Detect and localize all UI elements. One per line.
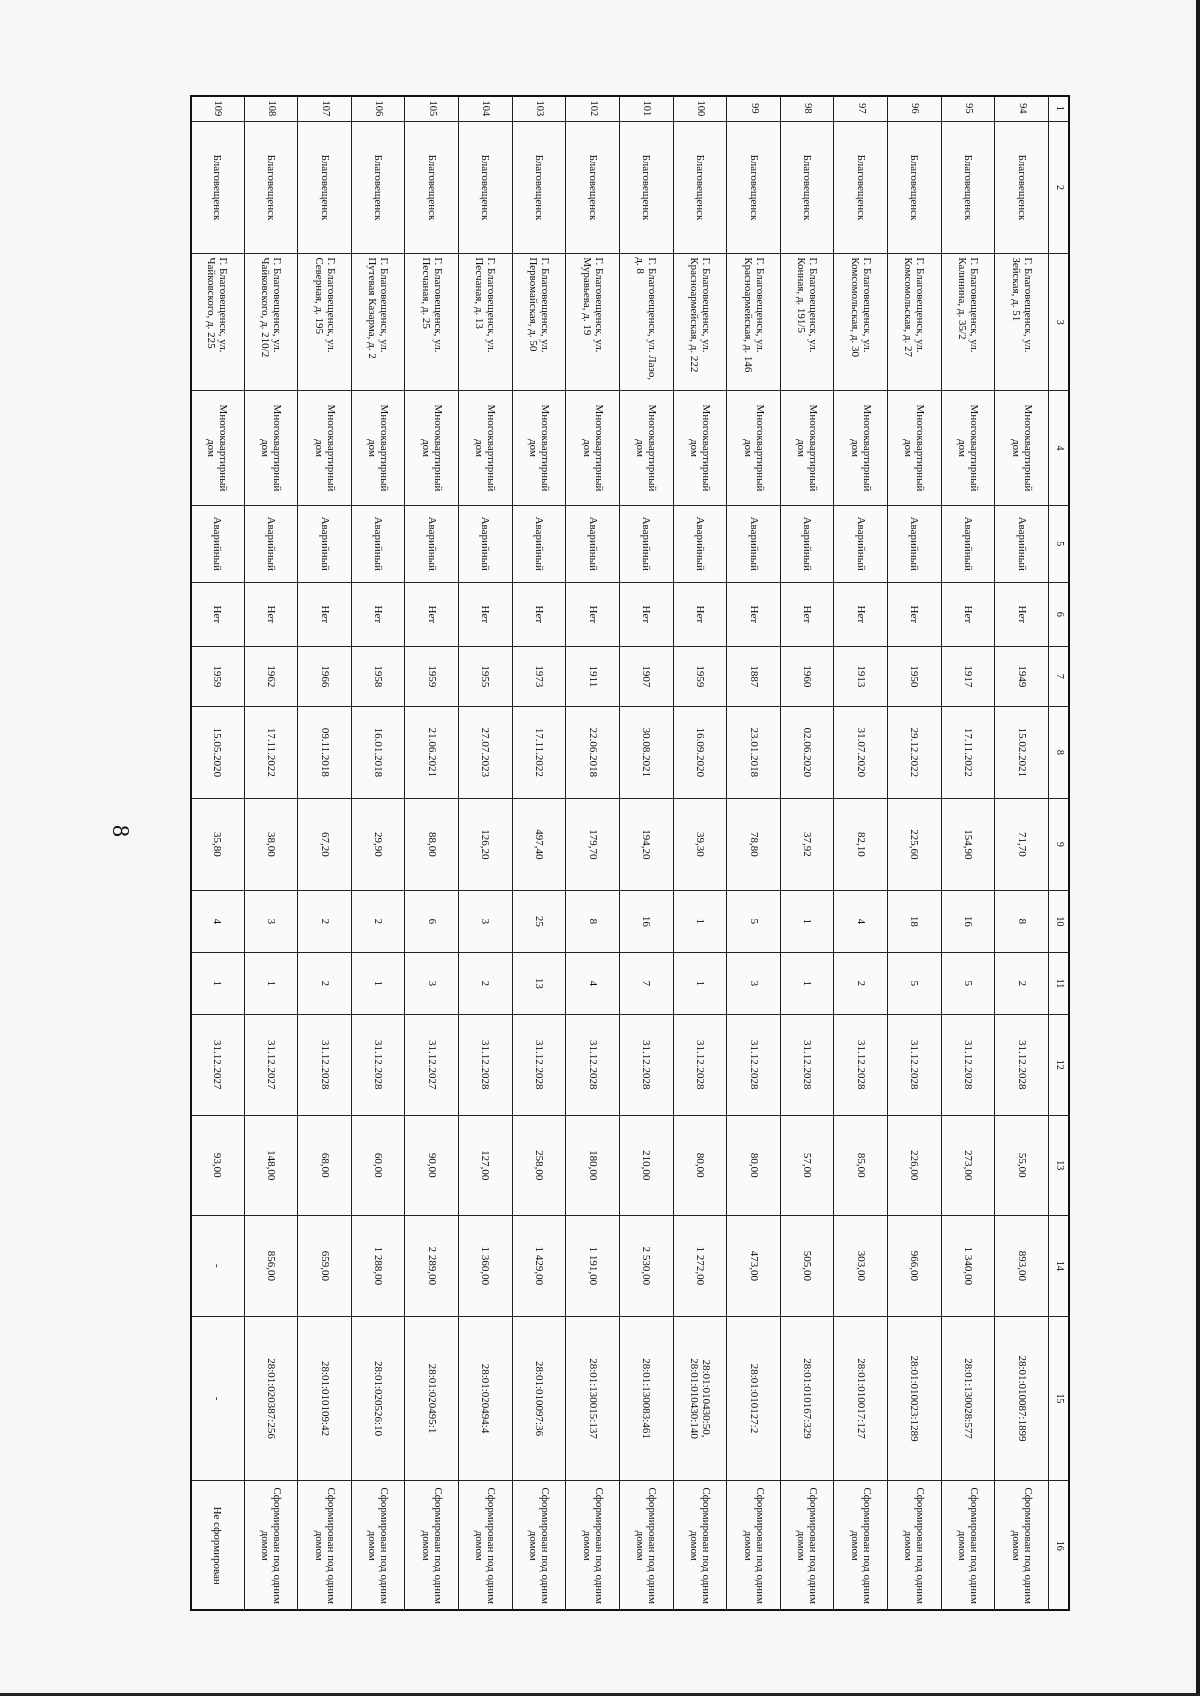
cell-apartments: 13	[512, 952, 566, 1014]
cell-residents: 16	[620, 890, 674, 952]
cell-cadastral-number: 28:01:020387:256	[244, 1316, 298, 1481]
cell-apartments: 2	[834, 952, 888, 1014]
page-number: 8	[107, 825, 133, 837]
cell-row-index: 107	[298, 96, 352, 122]
cell-recognized-flag: Нет	[673, 582, 727, 646]
cell-apartments: 5	[888, 952, 942, 1014]
cell-municipality: Благовещенск	[405, 121, 459, 254]
cell-area: 194,20	[620, 798, 674, 890]
cell-recognized-flag: Нет	[351, 582, 405, 646]
cell-recognized-flag: Нет	[566, 582, 620, 646]
cell-area: 67,20	[298, 798, 352, 890]
cell-recognized-flag: Нет	[244, 582, 298, 646]
cell-recognized-flag: Нет	[834, 582, 888, 646]
cell-municipality: Благовещенск	[191, 121, 245, 254]
cell-municipality: Благовещенск	[244, 121, 298, 254]
cell-recognized-flag: Нет	[620, 582, 674, 646]
column-number-3: 3	[1049, 254, 1070, 391]
table-row	[780, 96, 834, 1611]
cell-resettlement-deadline: 31.12.2028	[727, 1014, 781, 1115]
cell-land-area: 85,00	[834, 1115, 888, 1216]
cell-recognized-flag: Нет	[298, 582, 352, 646]
cell-building-type: Многоквартирный дом	[620, 391, 674, 505]
cell-area: 82,10	[834, 798, 888, 890]
cell-building-type: Многоквартирный дом	[834, 391, 888, 505]
cell-decision-date: 17.11.2022	[512, 706, 566, 798]
table-row	[620, 96, 674, 1611]
cell-residents: 16	[941, 890, 995, 952]
table-row	[405, 96, 459, 1611]
cell-residents: 8	[566, 890, 620, 952]
cell-plot-area: 1 288,00	[351, 1216, 405, 1317]
cell-residents: 3	[244, 890, 298, 952]
table-row	[941, 96, 995, 1611]
cell-cadastral-number: 28:01:020494:4	[459, 1316, 513, 1481]
column-number-9: 9	[1049, 798, 1070, 890]
cell-land-plot-status: Не сформирован	[191, 1481, 245, 1611]
cell-apartments: 5	[941, 952, 995, 1014]
cell-residents: 2	[351, 890, 405, 952]
cell-land-area: 226,00	[888, 1115, 942, 1216]
cell-row-index: 99	[727, 96, 781, 122]
cell-build-year: 1959	[405, 646, 459, 706]
cell-municipality: Благовещенск	[512, 121, 566, 254]
cell-address: Г. Благовещенск, ул. Песчаная, д. 13	[459, 254, 513, 391]
cell-land-area: 148,00	[244, 1115, 298, 1216]
cell-build-year: 1911	[566, 646, 620, 706]
cell-condition: Аварийный	[459, 505, 513, 582]
cell-resettlement-deadline: 31.12.2028	[351, 1014, 405, 1115]
cell-land-area: 68,00	[298, 1115, 352, 1216]
cell-recognized-flag: Нет	[405, 582, 459, 646]
cell-cadastral-number: 28:01:010430:50, 28:01:010430:140	[673, 1316, 727, 1481]
column-number-6: 6	[1049, 582, 1070, 646]
cell-municipality: Благовещенск	[995, 121, 1049, 254]
cell-residents: 25	[512, 890, 566, 952]
cell-decision-date: 17.11.2022	[244, 706, 298, 798]
cell-plot-area: 659,00	[298, 1216, 352, 1317]
cell-building-type: Многоквартирный дом	[941, 391, 995, 505]
cell-residents: 1	[673, 890, 727, 952]
cell-build-year: 1907	[620, 646, 674, 706]
cell-land-plot-status: Сформирован под одним домом	[459, 1481, 513, 1611]
cell-condition: Аварийный	[888, 505, 942, 582]
cell-recognized-flag: Нет	[459, 582, 513, 646]
cell-residents: 4	[834, 890, 888, 952]
cell-area: 38,00	[244, 798, 298, 890]
table-row	[512, 96, 566, 1611]
cell-condition: Аварийный	[191, 505, 245, 582]
cell-address: Г. Благовещенск, ул. Красноармейская, д. 222	[673, 254, 727, 391]
table-row	[673, 96, 727, 1611]
cell-land-area: 57,00	[780, 1115, 834, 1216]
cell-area: 71,70	[995, 798, 1049, 890]
cell-address: Г. Благовещенск, ул. Красноармейская, д. 146	[727, 254, 781, 391]
cell-building-type: Многоквартирный дом	[459, 391, 513, 505]
cell-build-year: 1913	[834, 646, 888, 706]
cell-municipality: Благовещенск	[298, 121, 352, 254]
cell-apartments: 1	[244, 952, 298, 1014]
cell-municipality: Благовещенск	[673, 121, 727, 254]
table-row	[351, 96, 405, 1611]
cell-cadastral-number: 28:01:130028:577	[941, 1316, 995, 1481]
cell-recognized-flag: Нет	[512, 582, 566, 646]
cell-plot-area: 2 530,00	[620, 1216, 674, 1317]
cell-build-year: 1955	[459, 646, 513, 706]
cell-build-year: 1966	[298, 646, 352, 706]
cell-land-plot-status: Сформирован под одним домом	[351, 1481, 405, 1611]
cell-cadastral-number: 28:01:010097:36	[512, 1316, 566, 1481]
cell-resettlement-deadline: 31.12.2028	[620, 1014, 674, 1115]
cell-municipality: Благовещенск	[351, 121, 405, 254]
cell-land-plot-status: Сформирован под одним домом	[244, 1481, 298, 1611]
column-number-1: 1	[1049, 96, 1070, 122]
cell-plot-area: 1 429,00	[512, 1216, 566, 1317]
cell-condition: Аварийный	[405, 505, 459, 582]
cell-condition: Аварийный	[298, 505, 352, 582]
cell-apartments: 2	[995, 952, 1049, 1014]
column-number-10: 10	[1049, 890, 1070, 952]
cell-plot-area: 303,00	[834, 1216, 888, 1317]
cell-building-type: Многоквартирный дом	[191, 391, 245, 505]
cell-condition: Аварийный	[673, 505, 727, 582]
cell-row-index: 104	[459, 96, 513, 122]
cell-decision-date: 16.09.2020	[673, 706, 727, 798]
column-number-row	[1049, 96, 1070, 1611]
cell-land-plot-status: Сформирован под одним домом	[780, 1481, 834, 1611]
cell-land-area: 258,00	[512, 1115, 566, 1216]
column-number-4: 4	[1049, 391, 1070, 505]
cell-municipality: Благовещенск	[727, 121, 781, 254]
cell-address: Г. Благовещенск, ул. Конная, д. 191/5	[780, 254, 834, 391]
cell-land-plot-status: Сформирован под одним домом	[941, 1481, 995, 1611]
cell-row-index: 109	[191, 96, 245, 122]
cell-cadastral-number: 28:01:010017:127	[834, 1316, 888, 1481]
cell-apartments: 1	[351, 952, 405, 1014]
column-number-7: 7	[1049, 646, 1070, 706]
cell-build-year: 1950	[888, 646, 942, 706]
cell-cadastral-number: 28:01:010109:42	[298, 1316, 352, 1481]
cell-decision-date: 17.11.2022	[941, 706, 995, 798]
cell-building-type: Многоквартирный дом	[244, 391, 298, 505]
cell-build-year: 1949	[995, 646, 1049, 706]
cell-apartments: 2	[459, 952, 513, 1014]
cell-land-plot-status: Сформирован под одним домом	[620, 1481, 674, 1611]
table-row	[727, 96, 781, 1611]
cell-municipality: Благовещенск	[941, 121, 995, 254]
table-row	[566, 96, 620, 1611]
cell-address: Г. Благовещенск, ул. Чайковского, д. 210/2	[244, 254, 298, 391]
cell-resettlement-deadline: 31.12.2027	[191, 1014, 245, 1115]
cell-plot-area: 1 360,00	[459, 1216, 513, 1317]
cell-row-index: 101	[620, 96, 674, 122]
cell-row-index: 103	[512, 96, 566, 122]
table-row	[888, 96, 942, 1611]
cell-recognized-flag: Нет	[780, 582, 834, 646]
column-number-11: 11	[1049, 952, 1070, 1014]
cell-address: Г. Благовещенск, ул. Лазо, д. 8	[620, 254, 674, 391]
cell-plot-area: 1 191,00	[566, 1216, 620, 1317]
cell-cadastral-number: 28:01:010087:1899	[995, 1316, 1049, 1481]
cell-condition: Аварийный	[620, 505, 674, 582]
cell-cadastral-number: 28:01:130083:461	[620, 1316, 674, 1481]
cell-building-type: Многоквартирный дом	[727, 391, 781, 505]
cell-residents: 3	[459, 890, 513, 952]
cell-build-year: 1973	[512, 646, 566, 706]
cell-resettlement-deadline: 31.12.2028	[834, 1014, 888, 1115]
cell-land-area: 80,00	[673, 1115, 727, 1216]
cell-land-area: 273,00	[941, 1115, 995, 1216]
cell-build-year: 1959	[673, 646, 727, 706]
cell-municipality: Благовещенск	[566, 121, 620, 254]
cell-condition: Аварийный	[512, 505, 566, 582]
cell-plot-area: 2 289,00	[405, 1216, 459, 1317]
table-row	[298, 96, 352, 1611]
column-number-12: 12	[1049, 1014, 1070, 1115]
cell-recognized-flag: Нет	[941, 582, 995, 646]
cell-cadastral-number: -	[191, 1316, 245, 1481]
cell-land-area: 60,00	[351, 1115, 405, 1216]
housing-registry-table	[190, 95, 1070, 1611]
cell-decision-date: 31.07.2020	[834, 706, 888, 798]
cell-plot-area: 473,00	[727, 1216, 781, 1317]
table-row	[459, 96, 513, 1611]
cell-municipality: Благовещенск	[888, 121, 942, 254]
cell-apartments: 3	[727, 952, 781, 1014]
table-row	[244, 96, 298, 1611]
cell-land-area: 55,00	[995, 1115, 1049, 1216]
column-number-16: 16	[1049, 1481, 1070, 1611]
cell-cadastral-number: 28:01:010127:2	[727, 1316, 781, 1481]
cell-condition: Аварийный	[244, 505, 298, 582]
cell-address: Г. Благовещенск, ул. Северная, д. 195	[298, 254, 352, 391]
column-number-5: 5	[1049, 505, 1070, 582]
cell-address: Г. Благовещенск, ул. Калинина, д. 35/2	[941, 254, 995, 391]
cell-area: 154,90	[941, 798, 995, 890]
cell-row-index: 94	[995, 96, 1049, 122]
table-body	[191, 96, 1049, 1611]
cell-building-type: Многоквартирный дом	[566, 391, 620, 505]
cell-land-plot-status: Сформирован под одним домом	[834, 1481, 888, 1611]
cell-row-index: 100	[673, 96, 727, 122]
cell-land-area: 80,00	[727, 1115, 781, 1216]
cell-area: 35,80	[191, 798, 245, 890]
table-row	[191, 96, 245, 1611]
cell-area: 37,92	[780, 798, 834, 890]
cell-land-plot-status: Сформирован под одним домом	[298, 1481, 352, 1611]
cell-land-plot-status: Сформирован под одним домом	[673, 1481, 727, 1611]
cell-area: 78,80	[727, 798, 781, 890]
table-row	[834, 96, 888, 1611]
cell-area: 225,60	[888, 798, 942, 890]
cell-building-type: Многоквартирный дом	[512, 391, 566, 505]
cell-row-index: 97	[834, 96, 888, 122]
cell-land-area: 180,00	[566, 1115, 620, 1216]
cell-apartments: 2	[298, 952, 352, 1014]
cell-cadastral-number: 28:01:020526:10	[351, 1316, 405, 1481]
cell-area: 88,00	[405, 798, 459, 890]
cell-decision-date: 21.06.2021	[405, 706, 459, 798]
cell-municipality: Благовещенск	[459, 121, 513, 254]
cell-condition: Аварийный	[834, 505, 888, 582]
cell-area: 497,40	[512, 798, 566, 890]
cell-area: 126,20	[459, 798, 513, 890]
cell-plot-area: 893,00	[995, 1216, 1049, 1317]
cell-resettlement-deadline: 31.12.2028	[566, 1014, 620, 1115]
cell-row-index: 108	[244, 96, 298, 122]
cell-row-index: 102	[566, 96, 620, 122]
cell-address: Г. Благовещенск, ул. Зейская, д. 51	[995, 254, 1049, 391]
cell-resettlement-deadline: 31.12.2028	[995, 1014, 1049, 1115]
cell-plot-area: 1 272,00	[673, 1216, 727, 1317]
cell-building-type: Многоквартирный дом	[351, 391, 405, 505]
cell-row-index: 95	[941, 96, 995, 122]
cell-area: 39,30	[673, 798, 727, 890]
cell-address: Г. Благовещенск, ул. Комсомольская, д. 27	[888, 254, 942, 391]
cell-land-area: 93,00	[191, 1115, 245, 1216]
cell-resettlement-deadline: 31.12.2027	[405, 1014, 459, 1115]
cell-decision-date: 02.06.2020	[780, 706, 834, 798]
cell-cadastral-number: 28:01:020495:1	[405, 1316, 459, 1481]
cell-row-index: 98	[780, 96, 834, 122]
cell-land-plot-status: Сформирован под одним домом	[888, 1481, 942, 1611]
cell-address: Г. Благовещенск, ул. Первомайская, д. 50	[512, 254, 566, 391]
cell-apartments: 4	[566, 952, 620, 1014]
cell-residents: 5	[727, 890, 781, 952]
cell-municipality: Благовещенск	[620, 121, 674, 254]
cell-build-year: 1917	[941, 646, 995, 706]
cell-decision-date: 22.06.2018	[566, 706, 620, 798]
cell-address: Г. Благовещенск, ул. Комсомольская, д. 30	[834, 254, 888, 391]
cell-row-index: 105	[405, 96, 459, 122]
rotated-table-container	[190, 95, 1070, 1611]
cell-plot-area: 856,00	[244, 1216, 298, 1317]
cell-decision-date: 16.01.2018	[351, 706, 405, 798]
cell-condition: Аварийный	[351, 505, 405, 582]
cell-residents: 2	[298, 890, 352, 952]
column-number-8: 8	[1049, 706, 1070, 798]
cell-decision-date: 27.07.2023	[459, 706, 513, 798]
cell-residents: 4	[191, 890, 245, 952]
table-row	[995, 96, 1049, 1611]
cell-building-type: Многоквартирный дом	[405, 391, 459, 505]
cell-decision-date: 23.01.2018	[727, 706, 781, 798]
cell-area: 29,90	[351, 798, 405, 890]
cell-resettlement-deadline: 31.12.2028	[512, 1014, 566, 1115]
cell-condition: Аварийный	[566, 505, 620, 582]
cell-apartments: 7	[620, 952, 674, 1014]
cell-decision-date: 29.12.2022	[888, 706, 942, 798]
column-number-14: 14	[1049, 1216, 1070, 1317]
cell-row-index: 96	[888, 96, 942, 122]
cell-land-plot-status: Сформирован под одним домом	[995, 1481, 1049, 1611]
cell-decision-date: 15.05.2020	[191, 706, 245, 798]
cell-condition: Аварийный	[780, 505, 834, 582]
cell-cadastral-number: 28:01:130015:137	[566, 1316, 620, 1481]
cell-condition: Аварийный	[995, 505, 1049, 582]
cell-plot-area: 1 340,00	[941, 1216, 995, 1317]
cell-build-year: 1959	[191, 646, 245, 706]
cell-resettlement-deadline: 31.12.2028	[888, 1014, 942, 1115]
cell-resettlement-deadline: 31.12.2027	[244, 1014, 298, 1115]
cell-municipality: Благовещенск	[834, 121, 888, 254]
column-number-15: 15	[1049, 1316, 1070, 1481]
cell-recognized-flag: Нет	[995, 582, 1049, 646]
cell-address: Г. Благовещенск, ул. Муравьева, д. 19	[566, 254, 620, 391]
cell-row-index: 106	[351, 96, 405, 122]
cell-building-type: Многоквартирный дом	[673, 391, 727, 505]
cell-recognized-flag: Нет	[727, 582, 781, 646]
cell-building-type: Многоквартирный дом	[780, 391, 834, 505]
cell-cadastral-number: 28:01:010023:1289	[888, 1316, 942, 1481]
cell-resettlement-deadline: 31.12.2028	[673, 1014, 727, 1115]
cell-residents: 18	[888, 890, 942, 952]
cell-condition: Аварийный	[941, 505, 995, 582]
column-number-2: 2	[1049, 121, 1070, 254]
cell-apartments: 1	[780, 952, 834, 1014]
cell-residents: 8	[995, 890, 1049, 952]
cell-plot-area: -	[191, 1216, 245, 1317]
cell-resettlement-deadline: 31.12.2028	[941, 1014, 995, 1115]
cell-build-year: 1958	[351, 646, 405, 706]
cell-apartments: 3	[405, 952, 459, 1014]
cell-decision-date: 30.08.2021	[620, 706, 674, 798]
scan-edge-right	[1196, 0, 1200, 1696]
cell-building-type: Многоквартирный дом	[298, 391, 352, 505]
cell-land-plot-status: Сформирован под одним домом	[405, 1481, 459, 1611]
cell-plot-area: 966,00	[888, 1216, 942, 1317]
cell-land-plot-status: Сформирован под одним домом	[512, 1481, 566, 1611]
cell-resettlement-deadline: 31.12.2028	[298, 1014, 352, 1115]
cell-resettlement-deadline: 31.12.2028	[780, 1014, 834, 1115]
cell-decision-date: 09.11.2018	[298, 706, 352, 798]
cell-land-plot-status: Сформирован под одним домом	[566, 1481, 620, 1611]
cell-apartments: 1	[191, 952, 245, 1014]
cell-building-type: Многоквартирный дом	[888, 391, 942, 505]
cell-land-area: 127,00	[459, 1115, 513, 1216]
cell-decision-date: 15.02.2021	[995, 706, 1049, 798]
cell-recognized-flag: Нет	[191, 582, 245, 646]
cell-apartments: 1	[673, 952, 727, 1014]
cell-build-year: 1960	[780, 646, 834, 706]
cell-plot-area: 505,00	[780, 1216, 834, 1317]
cell-municipality: Благовещенск	[780, 121, 834, 254]
cell-building-type: Многоквартирный дом	[995, 391, 1049, 505]
cell-resettlement-deadline: 31.12.2028	[459, 1014, 513, 1115]
cell-recognized-flag: Нет	[888, 582, 942, 646]
cell-residents: 6	[405, 890, 459, 952]
cell-address: Г. Благовещенск, ул. Чайковского, д. 225	[191, 254, 245, 391]
cell-address: Г. Благовещенск, ул. Песчаная, д. 25	[405, 254, 459, 391]
cell-land-plot-status: Сформирован под одним домом	[727, 1481, 781, 1611]
cell-residents: 1	[780, 890, 834, 952]
cell-area: 179,70	[566, 798, 620, 890]
column-number-13: 13	[1049, 1115, 1070, 1216]
cell-cadastral-number: 28:01:010167:329	[780, 1316, 834, 1481]
cell-condition: Аварийный	[727, 505, 781, 582]
cell-land-area: 210,00	[620, 1115, 674, 1216]
cell-land-area: 90,00	[405, 1115, 459, 1216]
cell-build-year: 1962	[244, 646, 298, 706]
cell-build-year: 1887	[727, 646, 781, 706]
cell-address: Г. Благовещенск, ул. Путевая Казарма, д. 2	[351, 254, 405, 391]
